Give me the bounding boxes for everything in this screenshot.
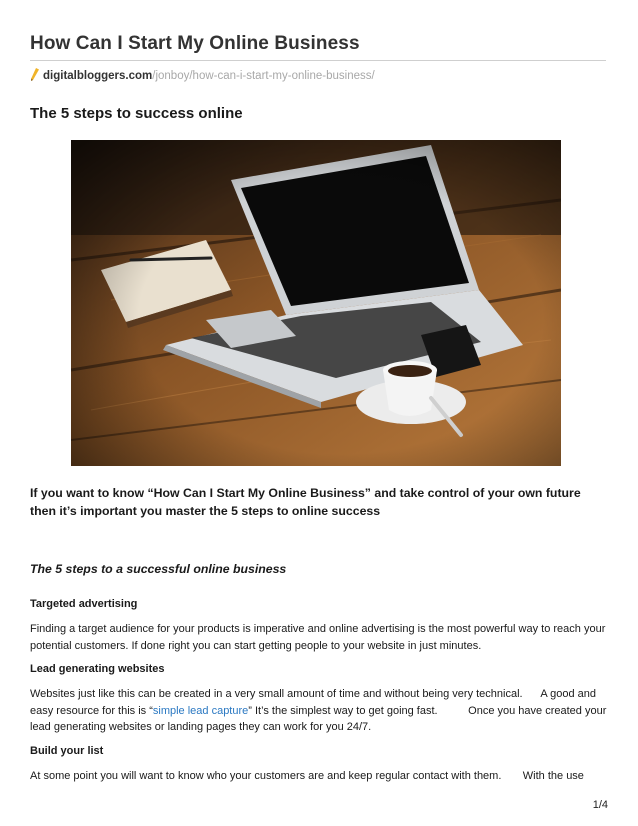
laptop-on-desk-image xyxy=(71,140,561,466)
section-label-build-list: Build your list xyxy=(30,745,104,757)
section-text-targeted-advertising: Finding a target audience for your products is imperative and online advertising is the most powerful way to reach your potential customers. If done right you can start getting people to your website in just minutes. xyxy=(30,623,606,652)
page-number: 1/4 xyxy=(592,799,608,811)
simple-lead-capture-link[interactable]: simple lead capture xyxy=(152,704,249,717)
steps-subheading: The 5 steps to a successful online business xyxy=(30,562,287,576)
source-path[interactable]: /jonboy/how-can-i-start-my-online-business/ xyxy=(152,70,375,82)
article-heading: The 5 steps to success online xyxy=(30,105,243,122)
page-title: How Can I Start My Online Business xyxy=(30,33,360,54)
section-label-lead-generating: Lead generating websites xyxy=(30,663,165,675)
section-text-build-list: At some point you will want to know who your customers are and keep regular contact with them. With the use xyxy=(30,770,584,782)
lead-text-after: ” It’s the simplest way to get going fast. Once you have created your lead generating websites or landing pages they can work for you 24/7. xyxy=(30,704,610,733)
lead-text-before: Websites just like this can be created in a very small amount of time and without being very technical. A good and easy resource for this is “ xyxy=(30,688,600,717)
section-label-targeted-advertising: Targeted advertising xyxy=(30,598,138,610)
source-url[interactable] xyxy=(30,68,375,84)
section-text-lead-generating xyxy=(30,686,610,736)
title-divider xyxy=(30,60,606,61)
pen-icon xyxy=(30,68,39,84)
source-domain[interactable]: digitalbloggers.com xyxy=(43,70,153,82)
intro-paragraph: If you want to know “How Can I Start My Online Business” and take control of your own future then it’s important you master the 5 steps to online success xyxy=(30,486,581,518)
